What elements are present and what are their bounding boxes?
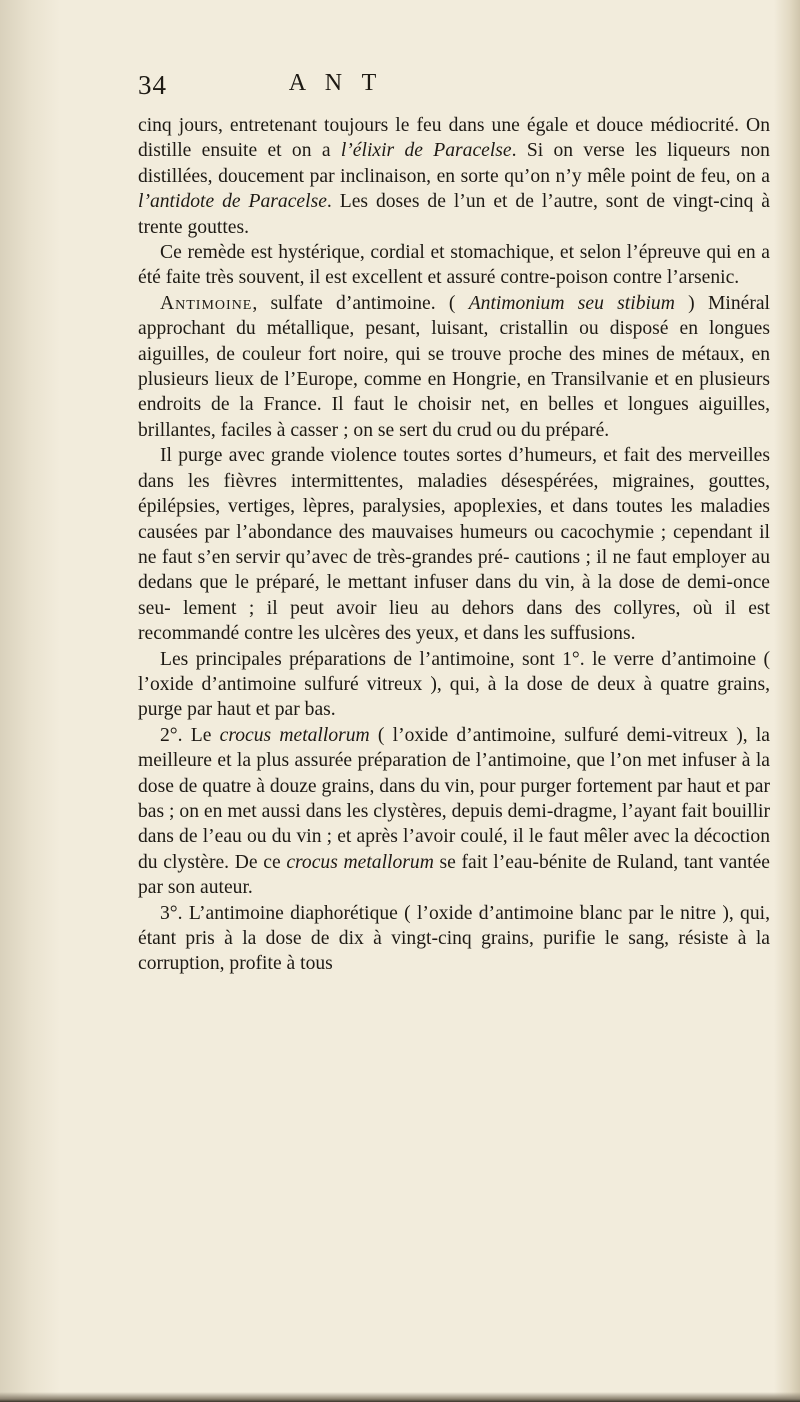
text-run: . Les doses de l’un et de l’autre, sont de vingt-cinq à trente gouttes. <box>138 191 770 238</box>
italic-text: Antimonium seu stibium <box>468 292 675 314</box>
text-run: ) Minéral approchant du métallique, pesant, luisant, cristallin ou disposé en longues aiguilles, de couleur fort noire, qui se trouve proche des mines de métaux, en plusieurs lieux de l’Europe, comme en Hongrie, en Transilvanie et en plusieurs endroits de la France. Il faut le choisir net, en belles et longues aiguilles, brillantes, faciles à casser ; on se sert du crud ou du préparé. <box>138 292 770 441</box>
text-run: ( l’oxide d’antimoine, sulfuré demi-vitreux ), la meilleure et la plus assurée préparation de l’antimoine, que l’on met infuser à la dose de quatre à douze grains, dans du vin, pour purger fortement par haut et par bas ; on en met aussi dans les clystères, depuis demi-dragme, l’ayant fait bouillir dans de l’eau ou du vin ; et après l’avoir coulé, il le faut mêler avec la décoction du clystère. De ce <box>138 724 770 873</box>
page-body-text <box>138 113 770 977</box>
paragraph <box>138 901 770 977</box>
running-head <box>138 70 770 104</box>
italic-text: l’antidote de Paracelse <box>138 191 327 213</box>
page-edge-shading <box>774 0 800 1402</box>
italic-text: l’élixir de Paracelse <box>340 140 512 162</box>
paragraph <box>138 443 770 646</box>
book-gutter-shadow <box>0 0 60 1402</box>
paragraph <box>138 647 770 723</box>
text-run: Les principales préparations de l’antimoine, sont 1°. le verre d’antimoine ( l’oxide d’antimoine sulfuré vitreux ), qui, à la dose de deux à quatre grains, purge par haut et par bas. <box>138 648 770 721</box>
entry-headword: Antimoine <box>160 292 253 314</box>
paragraph <box>138 113 770 240</box>
text-run: Ce remède est hystérique, cordial et stomachique, et selon l’épreuve qui en a été faite très souvent, il est excellent et assuré contre-poison contre l’arsenic. <box>138 242 770 289</box>
book-page <box>138 70 770 977</box>
text-run: 2°. Le <box>160 724 220 746</box>
text-run: 3°. L’antimoine diaphorétique ( l’oxide d’antimoine blanc par le nitre ), qui, étant pris à la dose de dix à vingt-cinq grains, purifie le sang, résiste à la corruption, profite à tous <box>138 902 770 975</box>
italic-text: crocus metallorum <box>286 851 434 873</box>
paragraph <box>138 291 770 443</box>
paragraph <box>138 240 770 291</box>
page-number: 34 <box>138 70 167 100</box>
page-bottom-edge <box>0 1392 800 1402</box>
paragraph <box>138 723 770 901</box>
text-run: Il purge avec grande violence toutes sortes d’humeurs, et fait des merveilles dans les fièvres intermittentes, maladies désespérées, migraines, gouttes, épilépsies, vertiges, lèpres, paralysies, apoplexies, et dans toutes les maladies causées par l’abondance des mauvaises humeurs ou cacochymie ; cependant il ne faut s’en servir qu’avec de très-grandes pré- cautions ; il ne faut employer au dedans que le préparé, le mettant infuser dans du vin, à la dose de demi-once seu- lement ; il peut avoir lieu au dehors dans des collyres, où il est recommandé contre les ulcères des yeux, et dans les suffusions. <box>138 445 770 645</box>
text-run: cinq jours, entretenant toujours le feu dans une égale et douce médiocrité. On distille ensuite et on a <box>138 115 770 162</box>
text-run: se fait l’eau-bénite de Ruland, tant vantée par son auteur. <box>138 851 770 899</box>
running-head-title: A N T <box>288 70 384 96</box>
text-run: . Si on verse les liqueurs non distillées, doucement par inclinaison, en sorte qu’on n’y mêle point de feu, on a <box>138 140 770 187</box>
italic-text: crocus metallorum <box>219 724 370 746</box>
text-run: , sulfate d’antimoine. ( <box>252 292 469 314</box>
